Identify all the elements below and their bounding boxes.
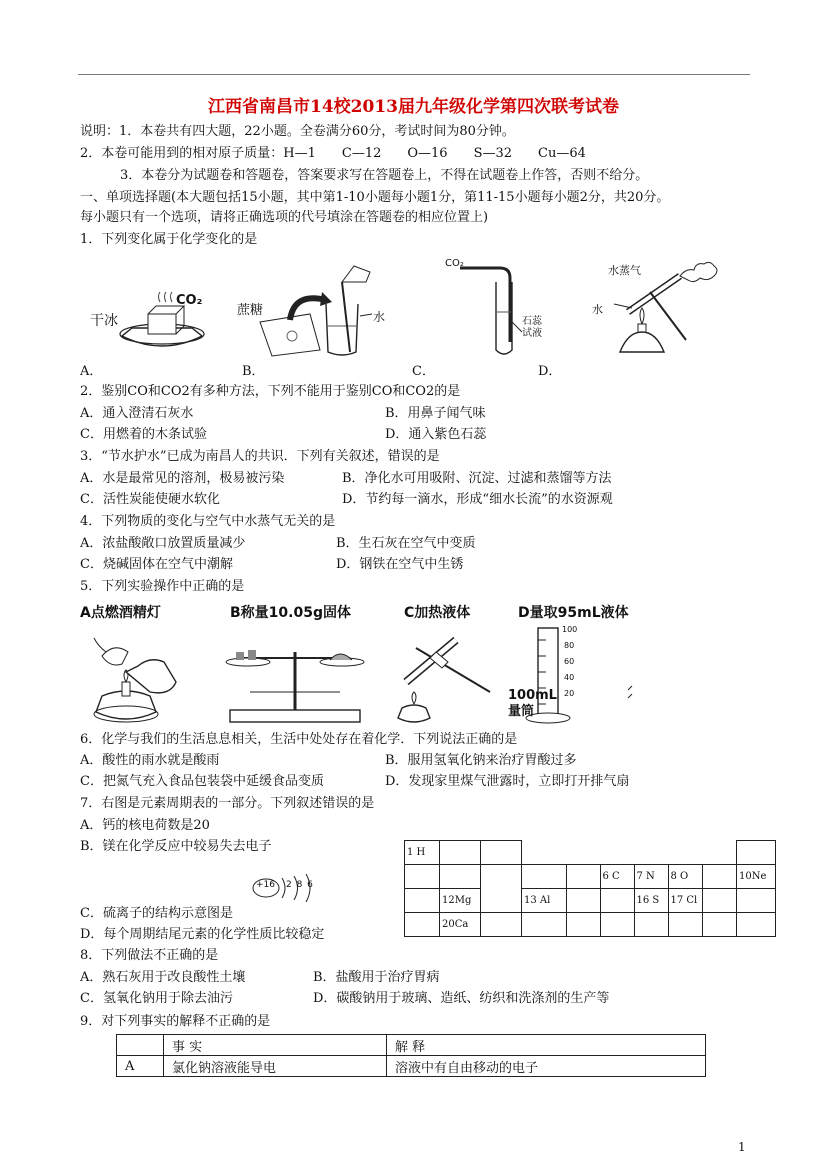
q5-stem: 5．下列实验操作中正确的是	[80, 579, 245, 594]
q5-label-a: A点燃酒精灯	[80, 605, 161, 621]
q1-label-litmus: 石蕊 试液	[522, 316, 542, 339]
q9-header-0	[117, 1035, 164, 1056]
pt-cell-c: 6 C	[600, 865, 634, 889]
q8-stem: 8．下列做法不正确的是	[80, 948, 219, 963]
q9-header-2: 解 释	[387, 1035, 706, 1056]
q1-option-d: D．	[538, 364, 562, 379]
q1-option-a: A．	[80, 364, 103, 379]
q5-label-d: D量取95mL液体	[518, 605, 629, 621]
q7-option-c: C．硫离子的结构示意图是	[80, 906, 233, 921]
q2-option-c: C．用燃着的木条试验	[80, 427, 207, 442]
q9-row-a-label: A	[117, 1056, 164, 1077]
pt-cell-s: 16 S	[634, 889, 668, 913]
q6-stem: 6．化学与我们的生活息息相关，生活中处处存在着化学．下列说法正确的是	[80, 732, 518, 747]
pt-cell-ne: 10Ne	[737, 865, 776, 889]
q1-label-sugar: 蔗糖	[237, 303, 264, 318]
q7-stem: 7．右图是元素周期表的一部分。下列叙述错误的是	[80, 796, 375, 811]
q5-cylinder-tick-100: 100	[562, 625, 578, 634]
intro-line-1: 说明：1．本卷共有四大题，22小题。全卷满分60分，考试时间为80分钟。	[80, 124, 515, 139]
q5-cylinder-tick-60: 60	[564, 657, 575, 666]
q2-stem: 2．鉴别CO和CO2有多种方法，下列不能用于鉴别CO和CO2的是	[80, 384, 461, 399]
q5-cylinder-tick-20: 20	[564, 689, 575, 698]
q4-option-c: C．烧碱固体在空气中潮解	[80, 557, 233, 572]
q1-label-co2-tube: CO₂	[445, 258, 464, 269]
q9-row-a-explain: 溶液中有自由移动的电子	[387, 1056, 706, 1077]
intro-line-3: 3．本卷分为试题卷和答题卷，答案要求写在答题卷上，不得在试题卷上作答，否则不给分。	[120, 168, 649, 183]
q5-label-b: B称量10.05g固体	[230, 605, 351, 621]
q1-label-co2: CO₂	[176, 293, 203, 308]
pt-cell-h: 1 H	[405, 841, 440, 865]
intro-line-2: 2．本卷可能用到的相对原子质量：H—1 C—12 O—16 S—32 Cu—64	[80, 146, 586, 161]
q1-figures	[80, 252, 740, 364]
q8-option-d: D．碳酸钠用于玻璃、造纸、纺织和洗涤剂的生产等	[313, 991, 610, 1006]
pt-cell-cl: 17 Cl	[668, 889, 702, 913]
q8-option-b: B．盐酸用于治疗胃病	[313, 970, 440, 985]
q6-option-a: A．酸性的雨水就是酸雨	[80, 753, 220, 768]
header-rule	[78, 74, 750, 75]
q7-option-a: A．钙的核电荷数是20	[80, 818, 210, 833]
q3-option-c: C．活性炭能使硬水软化	[80, 492, 220, 507]
q8-option-c: C．氢氧化钠用于除去油污	[80, 991, 233, 1006]
q8-option-a: A．熟石灰用于改良酸性土壤	[80, 970, 246, 985]
q4-option-b: B．生石灰在空气中变质	[336, 536, 476, 551]
q9-header-1: 事 实	[164, 1035, 387, 1056]
q5-cylinder-tick-80: 80	[564, 641, 575, 650]
page-number: 1	[738, 1140, 746, 1154]
q3-option-a: A．水是最常见的溶剂，极易被污染	[80, 471, 285, 486]
q3-stem: 3．“节水护水”已成为南昌人的共识．下列有关叙述，错误的是	[80, 449, 440, 464]
q5-cylinder-tick-40: 40	[564, 673, 575, 682]
periodic-table-fragment	[404, 840, 776, 937]
q9-row-a-fact: 氯化钠溶液能导电	[164, 1056, 387, 1077]
q3-option-d: D．节约每一滴水，形成“细水长流”的水资源观	[342, 492, 613, 507]
q6-option-c: C．把氮气充入食品包装袋中延缓食品变质	[80, 774, 324, 789]
q1-label-steam: 水蒸气	[608, 264, 641, 277]
q2-option-d: D．通入紫色石蕊	[385, 427, 487, 442]
intro-line-4: 一、单项选择题(本大题包括15小题，其中第1-10小题每小题1分，第11-15小题每小题2分，共20分。	[80, 190, 670, 205]
pt-cell-ca: 20Ca	[440, 913, 481, 937]
q9-stem: 9．对下列事实的解释不正确的是	[80, 1014, 271, 1029]
pt-cell-o: 8 O	[668, 865, 702, 889]
page-title: 江西省南昌市14校2013届九年级化学第四次联考试卷	[208, 97, 619, 117]
q9-table-header	[117, 1035, 706, 1056]
q4-option-a: A．浓盐酸敞口放置质量减少	[80, 536, 246, 551]
pt-cell-mg: 12Mg	[440, 889, 481, 913]
q9-table	[116, 1034, 706, 1077]
q7-option-d: D．每个周期结尾元素的化学性质比较稳定	[80, 927, 325, 942]
q1-label-water: 水	[373, 310, 386, 324]
intro-line-5: 每小题只有一个选项，请将正确选项的代号填涂在答题卷的相应位置上)	[80, 210, 489, 225]
q2-option-b: B．用鼻子闻气味	[385, 406, 486, 421]
table-row	[117, 1056, 706, 1077]
q6-option-b: B．服用氢氧化钠来治疗胃酸过多	[385, 753, 577, 768]
q1-option-c: C．	[412, 364, 435, 379]
q5-label-c: C加热液体	[404, 605, 471, 621]
q7-option-b: B．镁在化学反应中较易失去电子	[80, 839, 272, 854]
q3-option-b: B．净化水可用吸附、沉淀、过滤和蒸馏等方法	[342, 471, 612, 486]
sulfur-ion-shells: 2 8 6	[286, 880, 313, 890]
q1-stem: 1．下列变化属于化学变化的是	[80, 232, 258, 247]
q1-option-b: B．	[242, 364, 265, 379]
q1-label-water2: 水	[592, 303, 603, 316]
sulfur-ion-nucleus: +16	[256, 880, 275, 890]
q4-option-d: D．钢铁在空气中生锈	[336, 557, 464, 572]
q5-cylinder-label: 100mL 量筒	[508, 688, 557, 719]
q2-option-a: A．通入澄清石灰水	[80, 406, 194, 421]
q6-option-d: D．发现家里煤气泄露时，立即打开排气扇	[385, 774, 630, 789]
q1-label-dry-ice: 干冰	[90, 313, 118, 329]
q1-figure-svg	[80, 252, 740, 364]
pt-cell-al: 13 Al	[522, 889, 567, 913]
q4-stem: 4．下列物质的变化与空气中水蒸气无关的是	[80, 514, 336, 529]
pt-cell-n: 7 N	[634, 865, 668, 889]
